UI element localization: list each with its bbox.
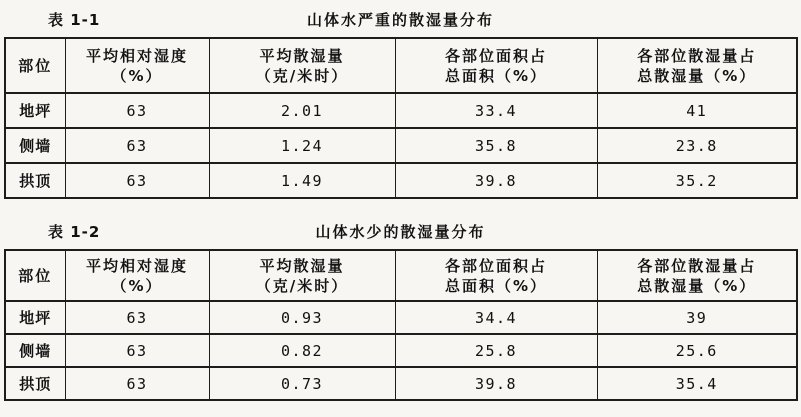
cell-value: 63 bbox=[65, 163, 209, 198]
row-label-floor: 地坪 bbox=[5, 301, 65, 334]
cell-value: 25.8 bbox=[395, 334, 597, 367]
row-label-arch-roof: 拱顶 bbox=[5, 367, 65, 400]
table-row bbox=[5, 128, 797, 163]
cell-value: 0.73 bbox=[209, 367, 395, 400]
column-header-area-percentage: 各部位面积占 总面积（%） bbox=[395, 250, 597, 301]
table-1-2-header bbox=[5, 250, 797, 301]
cell-value: 63 bbox=[65, 301, 209, 334]
row-label-side-wall: 侧墙 bbox=[5, 128, 65, 163]
cell-value: 63 bbox=[65, 128, 209, 163]
column-header-part: 部位 bbox=[5, 250, 65, 301]
table-1-1-section bbox=[0, 0, 801, 199]
table-row bbox=[5, 163, 797, 198]
table-1-2-body bbox=[5, 301, 797, 400]
cell-value: 0.82 bbox=[209, 334, 395, 367]
cell-value: 39.8 bbox=[395, 163, 597, 198]
cell-value: 34.4 bbox=[395, 301, 597, 334]
table-1-2-section bbox=[0, 199, 801, 401]
table-row bbox=[5, 93, 797, 128]
cell-value: 35.8 bbox=[395, 128, 597, 163]
column-header-area-percentage: 各部位面积占 总面积（%） bbox=[395, 38, 597, 93]
header-row bbox=[5, 250, 797, 301]
cell-value: 41 bbox=[597, 93, 797, 128]
table-1-1-body bbox=[5, 93, 797, 198]
cell-value: 2.01 bbox=[209, 93, 395, 128]
column-header-moisture-percentage: 各部位散湿量占 总散湿量（%） bbox=[597, 38, 797, 93]
cell-value: 33.4 bbox=[395, 93, 597, 128]
table-1-1-header bbox=[5, 38, 797, 93]
cell-value: 1.24 bbox=[209, 128, 395, 163]
table-row bbox=[5, 367, 797, 400]
header-row bbox=[5, 38, 797, 93]
table-1-2 bbox=[4, 249, 798, 401]
cell-value: 0.93 bbox=[209, 301, 395, 334]
row-label-side-wall: 侧墙 bbox=[5, 334, 65, 367]
cell-value: 39.8 bbox=[395, 367, 597, 400]
column-header-moisture-percentage: 各部位散湿量占 总散湿量（%） bbox=[597, 250, 797, 301]
cell-value: 35.2 bbox=[597, 163, 797, 198]
column-header-avg-relative-humidity: 平均相对湿度 （%） bbox=[65, 38, 209, 93]
row-label-floor: 地坪 bbox=[5, 93, 65, 128]
table-1-2-caption bbox=[0, 199, 801, 249]
table-row bbox=[5, 334, 797, 367]
column-header-avg-moisture-dissipation: 平均散湿量 （克/米时） bbox=[209, 38, 395, 93]
cell-value: 63 bbox=[65, 93, 209, 128]
cell-value: 25.6 bbox=[597, 334, 797, 367]
cell-value: 35.4 bbox=[597, 367, 797, 400]
cell-value: 63 bbox=[65, 367, 209, 400]
column-header-part: 部位 bbox=[5, 38, 65, 93]
column-header-avg-moisture-dissipation: 平均散湿量 （克/米时） bbox=[209, 250, 395, 301]
table-1-1-label: 表 1-1 bbox=[48, 11, 101, 29]
cell-value: 39 bbox=[597, 301, 797, 334]
table-1-1-caption bbox=[0, 0, 801, 37]
table-1-1-title: 山体水严重的散湿量分布 bbox=[306, 11, 494, 29]
column-header-avg-relative-humidity: 平均相对湿度 （%） bbox=[65, 250, 209, 301]
table-1-2-label: 表 1-2 bbox=[48, 223, 101, 241]
cell-value: 23.8 bbox=[597, 128, 797, 163]
cell-value: 63 bbox=[65, 334, 209, 367]
cell-value: 1.49 bbox=[209, 163, 395, 198]
row-label-arch-roof: 拱顶 bbox=[5, 163, 65, 198]
table-1-1 bbox=[4, 37, 798, 199]
table-row bbox=[5, 301, 797, 334]
table-1-2-title: 山体水少的散湿量分布 bbox=[315, 223, 486, 241]
